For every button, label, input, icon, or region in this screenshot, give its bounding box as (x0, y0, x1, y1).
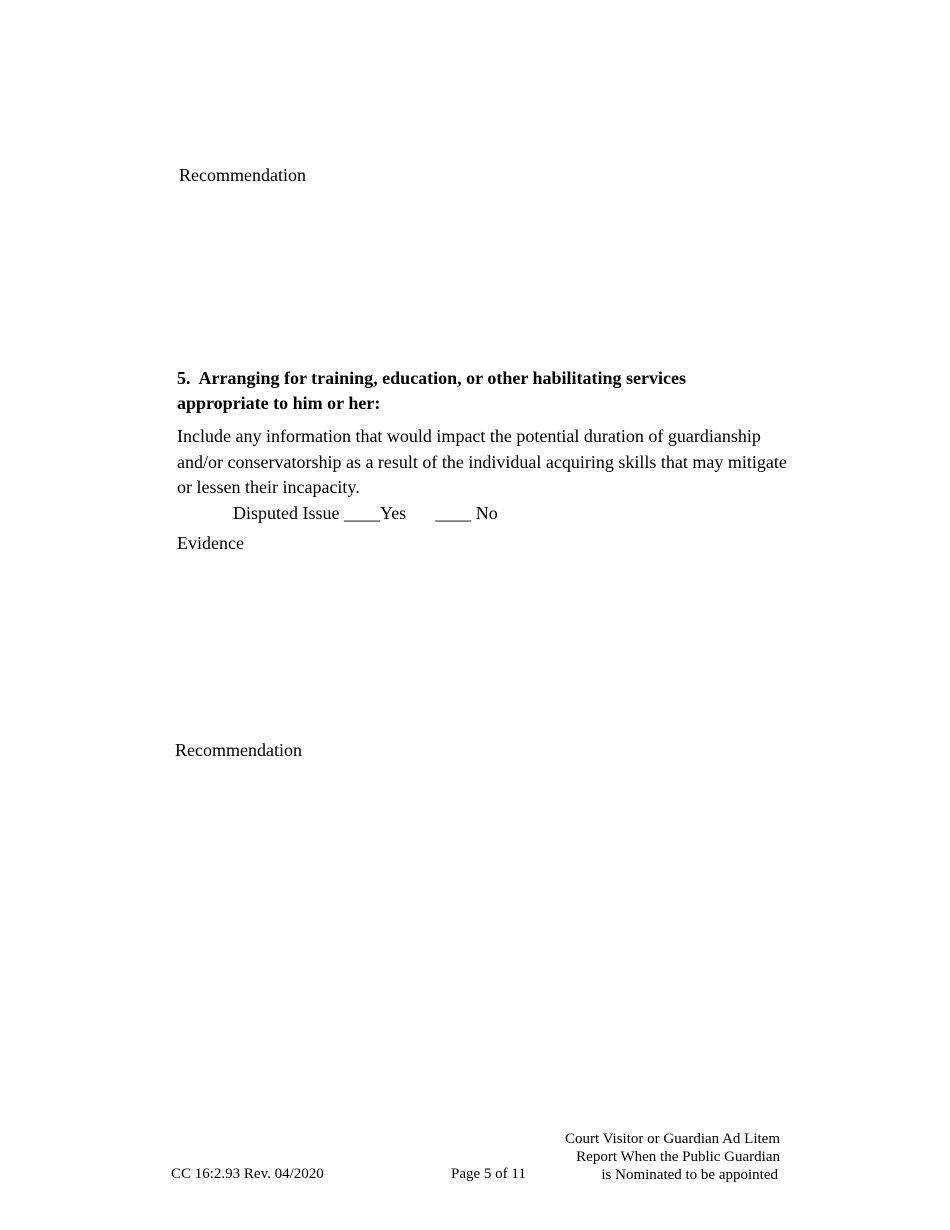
disputed-yes-blank[interactable]: ____ (344, 503, 380, 523)
section5-instructions: Include any information that would impact the potential duration of guardianship and/or conservatorship as a result of the individual acquiring skills that may mitigate or lessen their incapacity. (177, 426, 787, 497)
section5-heading-text: Arranging for training, education, or other habilitating services appropriate to him or her: (177, 368, 687, 413)
disputed-issue-row (233, 502, 498, 524)
section5-heading (177, 366, 777, 416)
section5-heading-number: 5. (177, 368, 191, 388)
footer-page-number: Page 5 of 11 (451, 1166, 526, 1182)
footer-form-code: CC 16:2.93 Rev. 04/2020 (171, 1166, 324, 1182)
section4-recommendation-label: Recommendation (179, 165, 306, 185)
disputed-issue-label: Disputed Issue (233, 503, 340, 523)
footer-form-title (565, 1130, 780, 1184)
disputed-no-blank[interactable]: ____ (435, 503, 472, 523)
footer-title-line1: Court Visitor or Guardian Ad Litem (564, 1131, 780, 1147)
disputed-no-label: No (475, 503, 498, 523)
disputed-yes-label: Yes (380, 503, 407, 523)
section5-evidence-label: Evidence (177, 533, 244, 553)
footer-title-line3: is Nominated to be appointed (601, 1167, 778, 1183)
footer-title-line2: Report When the Public Guardian (576, 1149, 780, 1165)
section5-recommendation-label: Recommendation (175, 740, 302, 760)
